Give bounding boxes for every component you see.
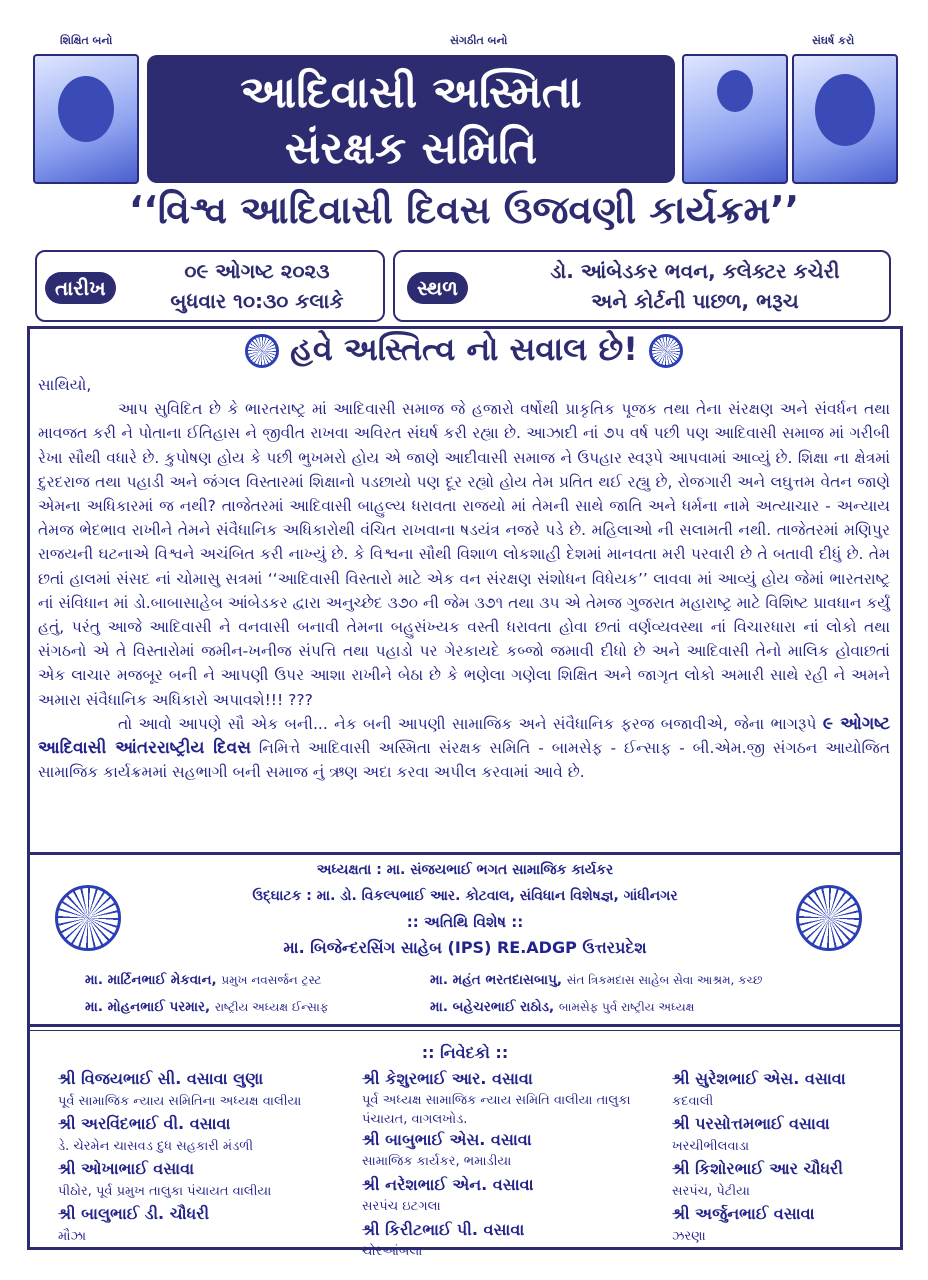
organizer-desc: સામાજિક કાર્યકર, ભમાડીયા bbox=[362, 1154, 512, 1169]
organizer-name: શ્રી અર્જુનભાઈ વસાવા bbox=[672, 1204, 815, 1223]
greeting: સાથિયો, bbox=[38, 376, 92, 394]
date-label: તારીખ bbox=[45, 272, 116, 304]
paragraph-2-start: તો આવો આપણે સૌ એક બની... નેક બની આપણી સામાજિક અને સંવૈધાનિક ફરજ બજાવીએ, જેના ભાગરૂપે bbox=[118, 714, 817, 733]
slogan-educate: શિક્ષિત બનો bbox=[60, 34, 113, 47]
event-highlight: ૯ ઓગષ્ટ આદિવાસી આંતરરાષ્ટ્રીય દિવસ bbox=[38, 713, 890, 759]
venue-line-2: અને કોર્ટની પાછળ, ભરૂચ bbox=[591, 289, 799, 313]
organizer-name: શ્રી ઓખાભાઈ વસાવા bbox=[58, 1159, 194, 1178]
main-heading bbox=[30, 330, 898, 369]
date-box bbox=[35, 250, 385, 322]
guest-item: મા. મોહનભાઈ પરમાર, રાષ્ટ્રીય અધ્યક્ષ ઈન્સાફ bbox=[85, 999, 329, 1015]
organizer-desc: ચોરઆંબલા bbox=[362, 1244, 423, 1259]
title-line-1: આદિવાસી અસ્મિતા bbox=[240, 67, 582, 118]
divider bbox=[27, 1024, 903, 1027]
organizer-desc: સરપંચ, પેટીયા bbox=[672, 1183, 750, 1199]
organizer-desc: ડે. ચેરમેન ચાસવડ દુધ સહકારી મંડળી bbox=[58, 1138, 254, 1154]
organizer-name: શ્રી નરેશભાઈ એન. વસાવા bbox=[362, 1174, 534, 1194]
guest-item: મા. બહેચરભાઈ રાઠોડ, બામસેફ પુર્વ રાષ્ટ્રીય અધ્યક્ષ bbox=[430, 999, 695, 1015]
organizers-column-1 bbox=[58, 1068, 301, 1248]
slogan-agitate: સંઘર્ષ કરો bbox=[812, 34, 855, 47]
organizer-desc: મૌઝા bbox=[58, 1228, 87, 1244]
ashoka-chakra-icon bbox=[649, 334, 683, 368]
portrait-left bbox=[33, 54, 139, 184]
paragraph-1: આપ સુવિદિત છે કે ભારતરાષ્ટ્ર માં આદિવાસી સમાજ જે હજારો વર્ષોથી પ્રાકૃતિક પૂજક તથા તેના સંરક્ષણ અને સંવર્ધન તથા માવજત કરી ને પોતાના ઈતિહાસ ને જીવીત રાખવા અવિરત સંઘર્ષ કરી રહ્યા છે. આઝાદી નાં ૭૫ વર્ષ પછી પણ આદિવાસી સમાજ માં ગરીબી રેખા સૌથી વધારે છે. કુપોષણ હોય કે પછી ભુખમરો હોય એ જાણે આદીવાસી સમાજ ને ઉપહાર સ્વરૂપે આપવામાં આવ્યું છે. શિક્ષા ના ક્ષેત્રમાં દુરદરાજ તથા પહાડી અને જંગલ વિસ્તારમાં શિક્ષાનો પડછાયો પણ દૂર રહ્યો હોય તેમ પ્રતિત થઈ રહ્યુ છે, રોજગારી અને લઘુત્તમ વેતન જાણે એમના અધિકારમાં જ નથી? તાજેતરમાં આદિવાસી બાહુલ્ય ધરાવતા રાજયો માં તેમની સાથે જાતિ અને ધર્મના નામે અત્યાચાર - અન્યાય તેમજ ભેદભાવ રાખીને તેમને સંવૈધાનિક અધિકારોથી વંચિત રાખવાના ષડયંત્ર નજરે પડે છે. મહિલાઓ ની સલામતી નથી. તાજેતરમાં મણિપુર રાજયની ઘટનાએ વિશ્વને અચંબિત કરી નાખ્યું છે. કે વિશ્વના સૌથી વિશાળ લોકશાહી દેશમાં માનવતા મરી પરવારી છે તે બતાવી દીધું છે. તેમ છતાં હાલમાં સંસદ નાં ચોમાસુ સત્રમાં ‘‘આદિવાસી વિસ્તારો માટે એક વન સંરક્ષણ સંશોધન વિધેયક’’ લાવવા માં આવ્યું હોય જેમાં ભારતરાષ્ટ્ર નાં સંવિધાન માં ડો.બાબાસાહેબ આંબેડકર દ્વારા અનુચ્છેદ ૩૭૦ ની જેમ ૩૭૧ તથા ૩૫ એ તેમજ ગુજરાત મહારાષ્ટ્ર માટે વિશિષ્ટ પ્રાવધાન કર્યું હતું, પરંતુ આજે આદિવાસી ને વનવાસી બનાવી તેમના બહુસંખ્યક વસ્તી ધરાવતા હોવા છતાં વર્ણવ્યવસ્થા નાં વિચારધારા નાં લોકો તથા સંગઠનો એ તે વિસ્તારોમાં જમીન-ખનીજ સંપત્તિ તથા પહાડો પર ગેરકાયદે કબ્જો જમાવી દીધો છે અને આદિવાસી તેનો માલિક હોવાછતાં એક લાચાર મજબૂર બની ને આપણી ઉપર આશા રાખીને બેઠા છે કે ભણેલા ગણેલા શિક્ષિત અને જાગૃત લોકો અમારી સાથે રહી ને અમને અમારા સંવૈધાનિક અધિકારો અપાવશે!!! ??? bbox=[38, 400, 891, 709]
organizers-column-3 bbox=[672, 1068, 846, 1248]
portrait-tribal-hero bbox=[682, 54, 788, 184]
paragraph-2 bbox=[38, 712, 890, 785]
organizer-name: શ્રી પરસોત્તમભાઈ વસાવા bbox=[672, 1114, 830, 1133]
divider bbox=[27, 1030, 903, 1031]
appeal-text bbox=[38, 373, 890, 784]
organizer-name: શ્રી કિરીટભાઈ પી. વસાવા bbox=[362, 1219, 525, 1239]
guest-item: મા. મહંત ભરતદાસબાપુ, સંત ત્રિકમદાસ સાહેબ સેવા આશ્રમ, કચ્છ bbox=[430, 972, 763, 988]
slogan-organize: સંગઠીત બનો bbox=[450, 34, 508, 47]
organizer-desc: સરપંચ ઇટગલા bbox=[362, 1199, 441, 1214]
event-subtitle: ‘‘વિશ્વ આદિવાસી દિવસ ઉજવણી કાર્યક્રમ’’ bbox=[128, 188, 800, 232]
time-value: બુધવાર ૧૦:૩૦ કલાકે bbox=[170, 289, 344, 313]
organizer-desc: ઝરણા bbox=[672, 1228, 706, 1244]
venue-box bbox=[393, 250, 891, 322]
organizer-desc: પીઠોર, પૂર્વ પ્રમુખ તાલુકા પંચાયત વાલીયા bbox=[58, 1183, 272, 1199]
organizer-desc: પૂર્વ સામાજિક ન્યાય સમિતિના અધ્યક્ષ વાલીયા bbox=[58, 1093, 302, 1109]
special-guest: મા. બિજેન્દરસિંગ સાહેબ (IPS) RE.ADGP ઉત્તરપ્રદેશ bbox=[283, 938, 647, 957]
venue-line-1: ડો. આંબેડકર ભવન, કલેક્ટર કચેરી bbox=[550, 259, 840, 283]
organizer-name: શ્રી બાબુભાઈ એસ. વસાવા bbox=[362, 1129, 532, 1149]
divider bbox=[27, 852, 903, 855]
main-heading-text: હવે અસ્તિત્વ નો સવાલ છે! bbox=[290, 330, 638, 368]
venue-label: સ્થળ bbox=[407, 272, 468, 304]
organizers-column-2 bbox=[362, 1068, 662, 1264]
ashoka-chakra-icon bbox=[245, 334, 279, 368]
organizers-heading: :: નિવેદકો :: bbox=[421, 1043, 509, 1062]
organizer-name: શ્રી બાલુભાઈ ડી. ચૌધરી bbox=[58, 1204, 210, 1223]
organizer-desc: પૂર્વ અધ્યક્ષ સામાજિક ન્યાય સમિતિ વાલીયા તાલુકા પંચાયત, વાગલખોડ. bbox=[362, 1092, 631, 1127]
organizer-name: શ્રી કિશોરભાઈ આર ચૌધરી bbox=[672, 1159, 843, 1178]
president: અધ્યક્ષતા : મા. સંજયભાઈ ભગત સામાજિક કાર્યકર bbox=[316, 862, 614, 878]
organizer-name: શ્રી વિજયભાઈ સી. વસાવા લુણા bbox=[58, 1069, 264, 1088]
organizer-name: શ્રી સુરેશભાઈ એસ. વસાવા bbox=[672, 1069, 846, 1088]
organizer-desc: ખરચીભીલવાડા bbox=[672, 1138, 750, 1154]
guest-item: મા. માર્ટિનભાઈ મેકવાન, પ્રમુખ નવસર્જન ટ્રસ્ટ bbox=[85, 972, 322, 988]
title-line-2: સંરક્ષક સમિતિ bbox=[284, 123, 538, 174]
organizer-desc: કદવાલી bbox=[672, 1093, 714, 1109]
organizer-name: શ્રી અરવિંદભાઈ વી. વસાવા bbox=[58, 1114, 231, 1133]
special-guest-heading: :: અતિથિ વિશેષ :: bbox=[406, 913, 524, 931]
paragraph-2-end: નિમિત્તે આદિવાસી અસ્મિતા સંરક્ષક સમિતિ - બામસેફ - ઈન્સાફ - બી.એમ.જી સંગઠન આયોજિત સામાજિક કાર્યક્રમમાં સહભાગી બની સમાજ નું ઋણ અદા કરવા અપીલ કરવામાં આવે છે. bbox=[38, 739, 890, 782]
portrait-ambedkar bbox=[792, 54, 898, 184]
date-value: ૦૯ ઓગષ્ટ ૨૦૨૩ bbox=[184, 259, 330, 283]
inaugurator: ઉદ્ઘાટક : મા. ડો. વિકલ્પભાઈ આર. કોટવાલ, સંવિધાન વિશેષજ્ઞ, ગાંધીનગર bbox=[252, 888, 678, 904]
title-box bbox=[147, 55, 675, 183]
organizer-name: શ્રી કેશુરભાઈ આર. વસાવા bbox=[362, 1069, 533, 1088]
